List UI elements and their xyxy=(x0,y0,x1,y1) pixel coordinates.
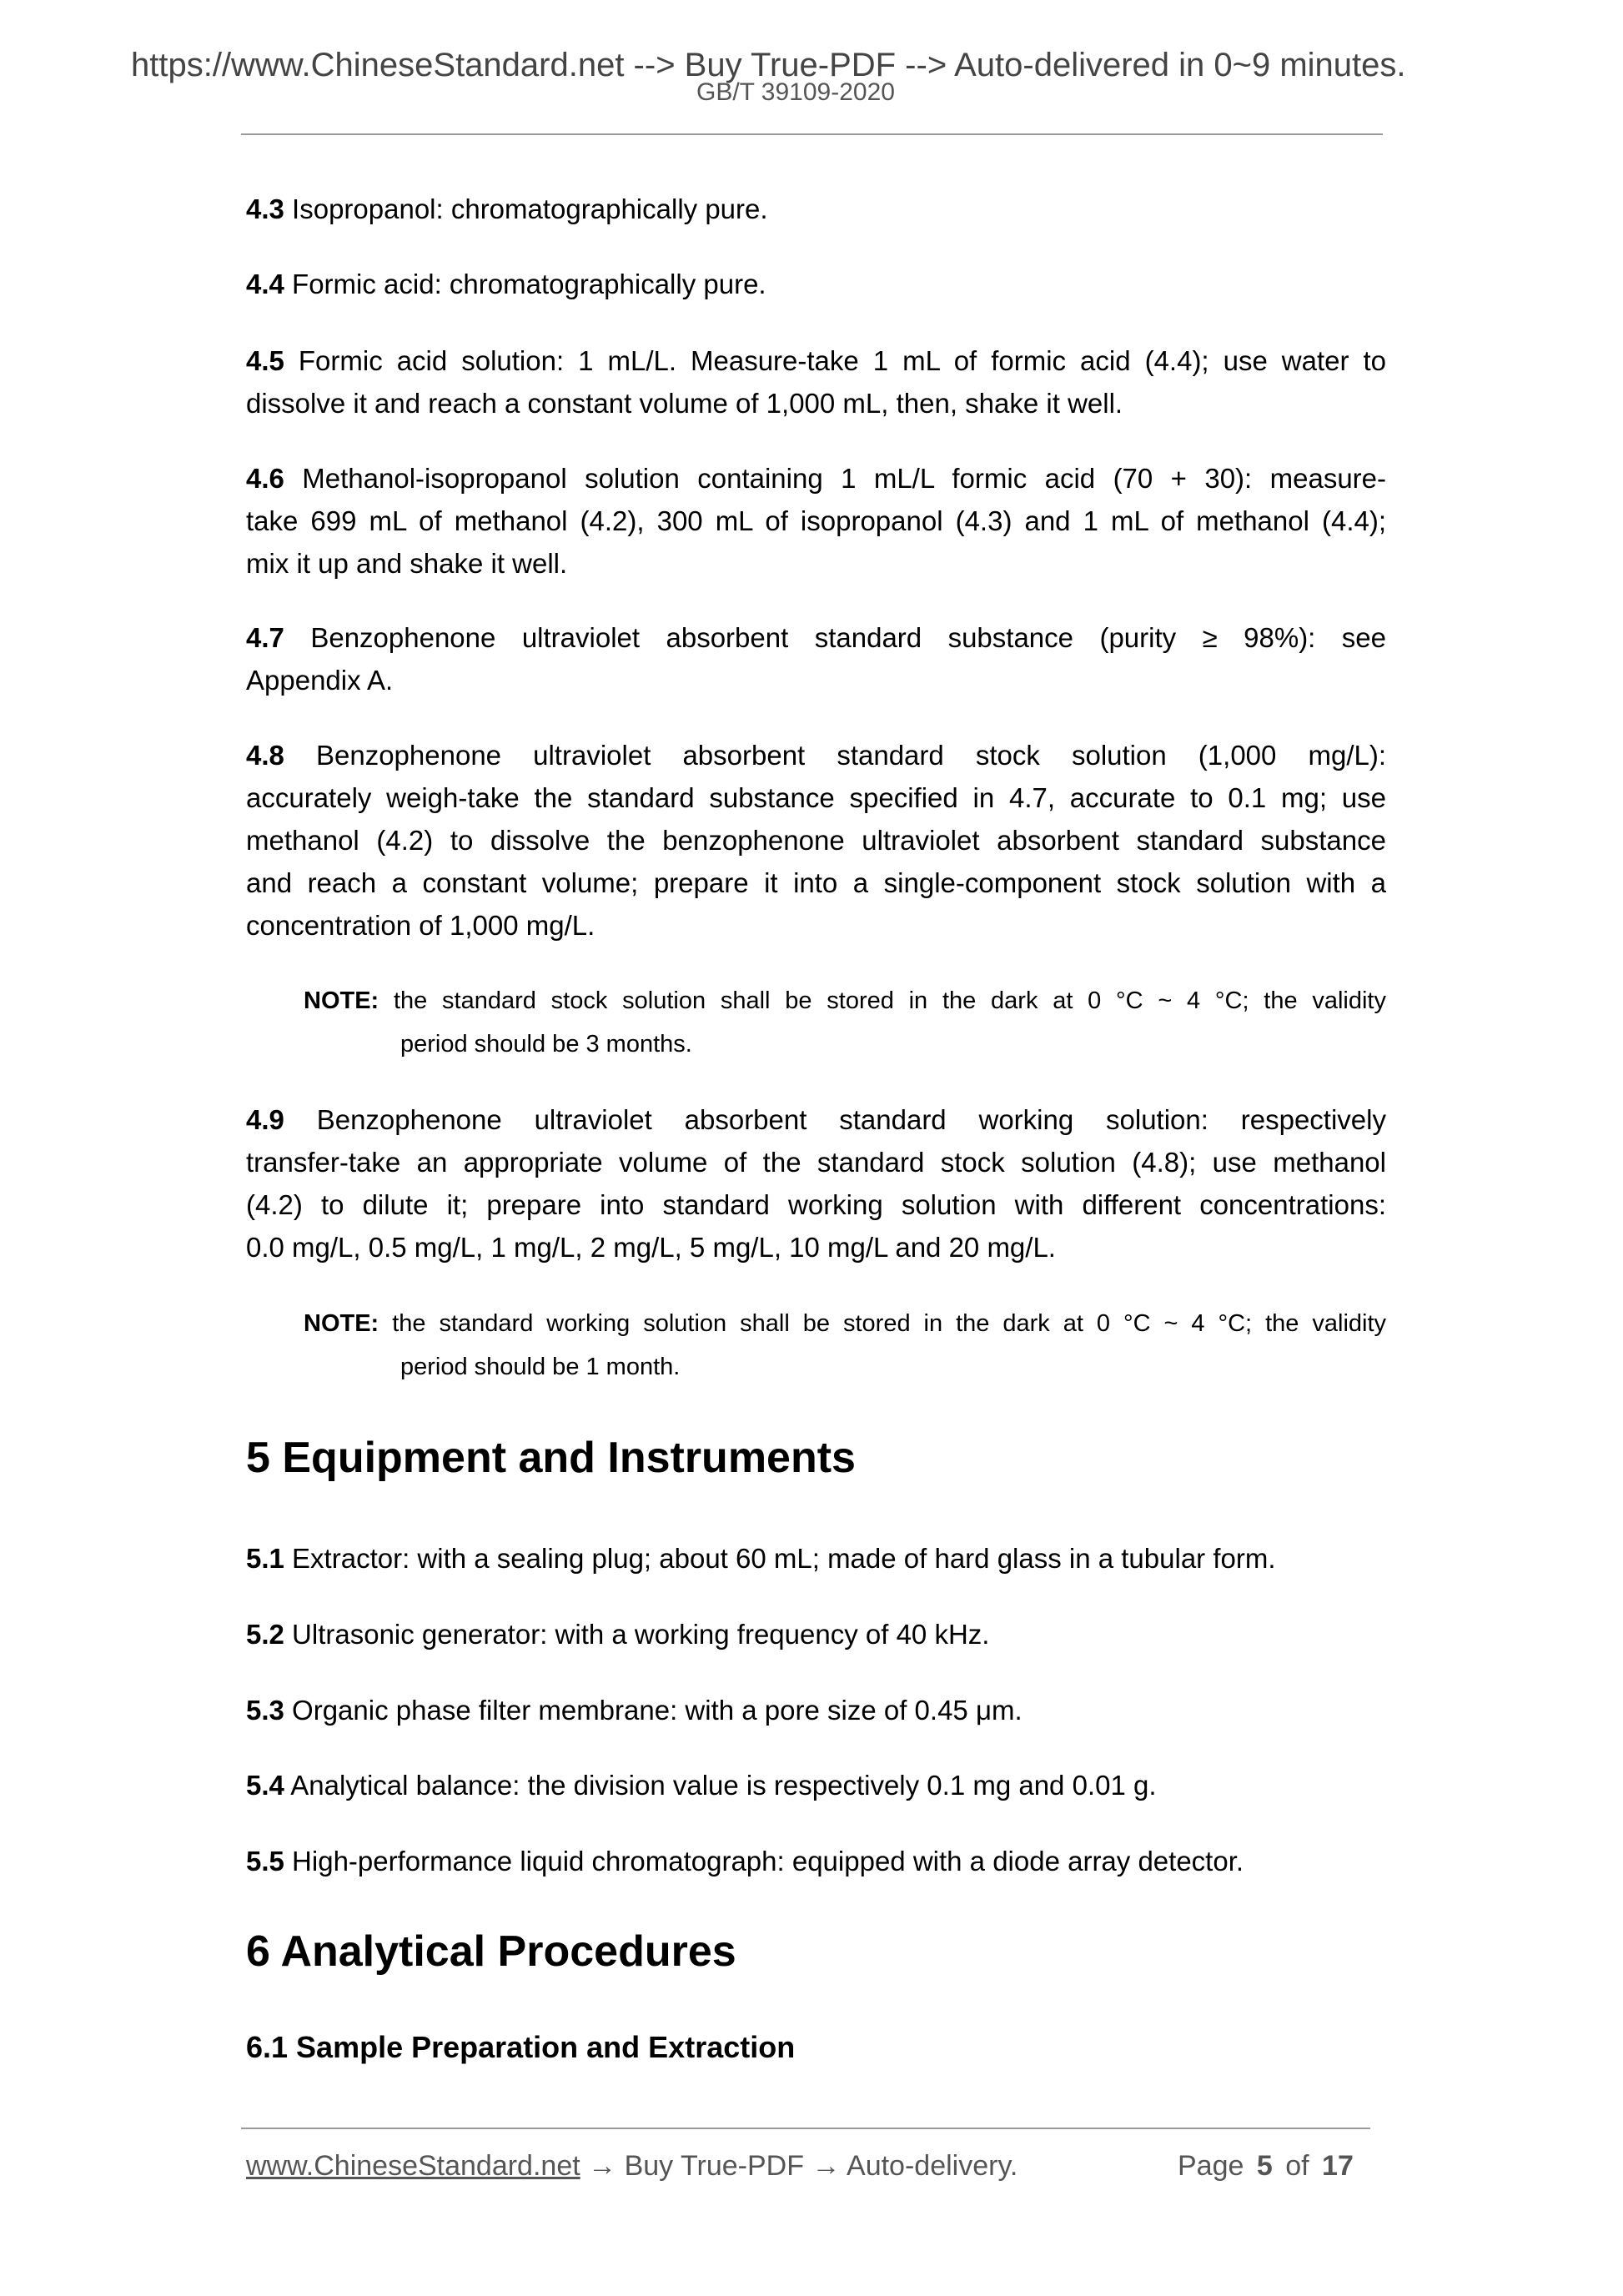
footer-left xyxy=(246,2150,1018,2183)
clause-number: 5.3 xyxy=(246,1695,284,1726)
note-stock-solution xyxy=(304,979,1386,1066)
clause-4-9 xyxy=(246,1098,1386,1269)
clause-text: Formic acid: chromatographically pure. xyxy=(292,269,766,299)
clause-number: 4.4 xyxy=(246,269,284,299)
page-current: 5 xyxy=(1256,2150,1273,2182)
clause-text: Analytical balance: the division value is respectively 0.1 mg and 0.01 g. xyxy=(290,1770,1157,1801)
clause-5-1 xyxy=(246,1537,1386,1580)
clause-text: mix it up and shake it well. xyxy=(246,548,568,579)
page-total: 17 xyxy=(1322,2150,1354,2182)
clause-5-4 xyxy=(246,1764,1386,1806)
footer-site-link[interactable]: www.ChineseStandard.net xyxy=(246,2150,580,2182)
clause-5-5 xyxy=(246,1840,1386,1882)
clause-text: Benzophenone ultraviolet absorbent standard working solution: respectively xyxy=(316,1104,1386,1135)
clause-text: Ultrasonic generator: with a working frequency of 40 kHz. xyxy=(292,1619,990,1650)
clause-number: 4.7 xyxy=(246,622,284,653)
clause-text: Formic acid solution: 1 mL/L. Measure-take 1 mL of formic acid (4.4); use water to xyxy=(298,345,1386,376)
clause-number: 4.5 xyxy=(246,345,284,376)
clause-text: Benzophenone ultraviolet absorbent standard substance (purity ≥ 98%): see xyxy=(310,622,1386,653)
clause-text: and reach a constant volume; prepare it into a single-component stock solution with a xyxy=(246,867,1386,898)
note-working-solution xyxy=(304,1302,1386,1389)
clause-4-3 xyxy=(246,188,1386,230)
arrow-right-icon: → xyxy=(812,2150,841,2182)
page-label: Page xyxy=(1178,2150,1244,2182)
section-heading-5: 5 Equipment and Instruments xyxy=(246,1434,856,1482)
header-banner[interactable]: https://www.ChineseStandard.net --> Buy True-PDF --> Auto-delivered in 0~9 minutes. xyxy=(131,47,1406,83)
clause-number: 5.1 xyxy=(246,1543,284,1574)
clause-4-8 xyxy=(246,734,1386,947)
clause-text: Methanol-isopropanol solution containing 1 mL/L formic acid (70 + 30): measure- xyxy=(302,463,1387,494)
section-heading-6: 6 Analytical Procedures xyxy=(246,1927,736,1976)
clause-number: 4.9 xyxy=(246,1104,284,1135)
clause-text: take 699 mL of methanol (4.2), 300 mL of isopropanol (4.3) and 1 mL of methanol (4.4); xyxy=(246,505,1386,536)
clause-number: 4.8 xyxy=(246,740,284,771)
clause-text: Appendix A. xyxy=(246,665,394,696)
standard-code: GB/T 39109-2020 xyxy=(696,78,895,106)
clause-text: Organic phase filter membrane: with a pore size of 0.45 μm. xyxy=(292,1695,1023,1726)
clause-4-5 xyxy=(246,339,1386,425)
clause-number: 5.2 xyxy=(246,1619,284,1650)
clause-number: 4.3 xyxy=(246,193,284,224)
clause-text: Isopropanol: chromatographically pure. xyxy=(292,193,768,224)
subsection-heading-6-1: 6.1 Sample Preparation and Extraction xyxy=(246,2030,796,2064)
note-text: the standard stock solution shall be stored in the dark at 0 °C ~ 4 °C; the validity xyxy=(393,987,1386,1014)
clause-text: High-performance liquid chromatograph: equipped with a diode array detector. xyxy=(292,1846,1244,1876)
arrow-right-icon: → xyxy=(588,2150,617,2182)
clause-4-4 xyxy=(246,263,1386,305)
note-label: NOTE: xyxy=(304,1310,379,1337)
clause-4-6 xyxy=(246,457,1386,585)
clause-5-2 xyxy=(246,1613,1386,1655)
clause-text: methanol (4.2) to dissolve the benzophenone ultraviolet absorbent standard substance xyxy=(246,825,1386,856)
header-divider xyxy=(241,133,1383,135)
clause-text: Extractor: with a sealing plug; about 60 mL; made of hard glass in a tubular form. xyxy=(292,1543,1276,1574)
footer-buy-text: Buy True-PDF xyxy=(624,2150,804,2182)
clause-number: 4.6 xyxy=(246,463,284,494)
clause-text: concentration of 1,000 mg/L. xyxy=(246,910,595,941)
note-text: the standard working solution shall be stored in the dark at 0 °C ~ 4 °C; the validity xyxy=(392,1310,1387,1337)
clause-number: 5.4 xyxy=(246,1770,284,1801)
clause-text: 0.0 mg/L, 0.5 mg/L, 1 mg/L, 2 mg/L, 5 mg/L, 10 mg/L and 20 mg/L. xyxy=(246,1232,1056,1263)
clause-number: 5.5 xyxy=(246,1846,284,1876)
page-indicator xyxy=(1178,2150,1354,2183)
footer-delivery-text: Auto-delivery. xyxy=(847,2150,1018,2182)
note-text: period should be 3 months. xyxy=(400,1031,692,1058)
clause-text: dissolve it and reach a constant volume of 1,000 mL, then, shake it well. xyxy=(246,388,1123,419)
clause-text: (4.2) to dilute it; prepare into standard working solution with different concentrations: xyxy=(246,1189,1386,1220)
clause-text: transfer-take an appropriate volume of the standard stock solution (4.8); use methanol xyxy=(246,1147,1386,1178)
clause-5-3 xyxy=(246,1689,1386,1731)
note-text: period should be 1 month. xyxy=(400,1354,681,1380)
footer-divider xyxy=(241,2128,1370,2129)
note-label: NOTE: xyxy=(304,987,379,1014)
clause-text: accurately weigh-take the standard substance specified in 4.7, accurate to 0.1 mg; use xyxy=(246,782,1386,813)
of-label: of xyxy=(1285,2150,1309,2182)
clause-text: Benzophenone ultraviolet absorbent standard stock solution (1,000 mg/L): xyxy=(315,740,1387,771)
clause-4-7 xyxy=(246,616,1386,701)
